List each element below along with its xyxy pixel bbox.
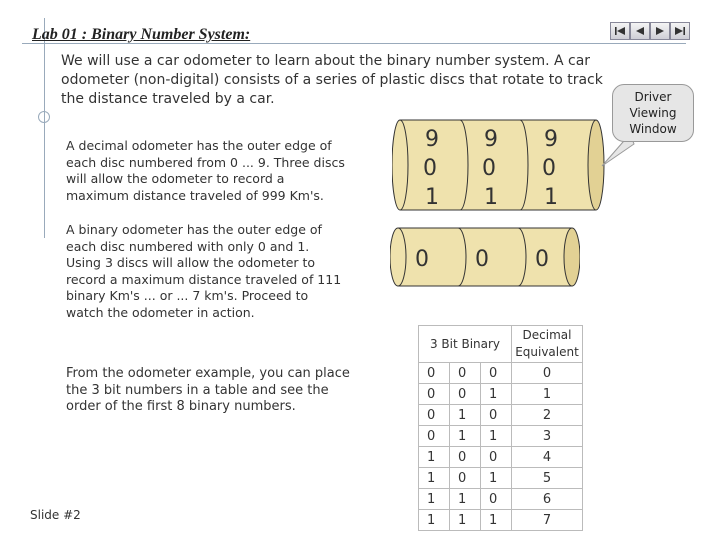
slide-title: Lab 01 : Binary Number System: [32,26,251,43]
decimal-disc1-top: 9 [425,127,439,152]
bit-cell: 1 [481,510,512,531]
table-header-row [419,326,583,363]
bit-cell: 0 [481,489,512,510]
bit-cell: 0 [450,384,481,405]
table-row [419,405,583,426]
next-slide-icon[interactable] [650,22,670,40]
bit-cell: 1 [419,510,450,531]
bit-cell: 1 [450,426,481,447]
binary-table [418,325,583,531]
intro-text: We will use a car odometer to learn about the binary number system. A car odometer (non-digital) consists of a series of plastic discs that rotate to track the distance traveled by a car. [61,53,603,107]
decimal-disc2-middle: 0 [482,156,496,181]
slide-navigation [610,22,690,40]
binary-odometer [390,226,580,288]
table-row [419,384,583,405]
table-row [419,426,583,447]
decimal-cell: 2 [512,405,583,426]
binary-odometer-text: A binary odometer has the outer edge of each disc numbered with only 0 and 1. Using 3 discs will allow the odometer to record a maximum distance traveled of 111 binary Km's ... or ... 7 km's. Proceed to watch the odometer in action. [66,222,342,320]
previous-slide-icon[interactable] [630,22,650,40]
table-row [419,468,583,489]
bit-cell: 0 [450,468,481,489]
header-decimal-line1: Decimal [522,328,572,342]
decimal-cell: 4 [512,447,583,468]
bit-cell: 0 [450,363,481,384]
binary-disc3-digit: 0 [535,247,549,272]
decimal-cell: 7 [512,510,583,531]
table-row [419,447,583,468]
driver-viewing-window-callout: Driver Viewing Window [612,84,694,142]
bit-cell: 0 [481,447,512,468]
decimal-disc3-top: 9 [544,127,558,152]
bit-cell: 0 [481,363,512,384]
first-slide-icon[interactable] [610,22,630,40]
table-intro-text: From the odometer example, you can place the 3 bit numbers in a table and see the order of the first 8 binary numbers. [66,366,350,414]
bit-cell: 1 [481,426,512,447]
bit-cell: 1 [450,510,481,531]
bit-cell: 0 [481,405,512,426]
binary-disc2-digit: 0 [475,247,489,272]
decimal-disc1-bottom: 1 [425,185,439,210]
decimal-odometer [392,118,614,212]
binary-disc1-digit: 0 [415,247,429,272]
bit-cell: 0 [419,384,450,405]
bit-cell: 0 [419,426,450,447]
decimal-cell: 6 [512,489,583,510]
table-row [419,510,583,531]
header-decimal-equivalent [512,326,583,363]
decimal-disc1-middle: 0 [423,156,437,181]
bit-cell: 0 [419,363,450,384]
last-slide-icon[interactable] [670,22,690,40]
header-3-bit-binary: 3 Bit Binary [419,326,512,363]
slide-number: Slide #2 [30,508,81,522]
decimal-cell: 1 [512,384,583,405]
bit-cell: 1 [419,447,450,468]
bit-cell: 1 [481,384,512,405]
decimal-odometer-text: A decimal odometer has the outer edge of each disc numbered from 0 ... 9. Three discs will allow the odometer to record a maximum distance traveled of 999 Km's. [66,138,345,203]
bit-cell: 1 [450,405,481,426]
bit-cell: 1 [419,489,450,510]
bit-cell: 0 [419,405,450,426]
decimal-disc2-top: 9 [484,127,498,152]
decimal-cell: 5 [512,468,583,489]
header-decimal-line2: Equivalent [515,345,579,359]
decimal-disc3-middle: 0 [542,156,556,181]
decor-ring [38,111,50,123]
decimal-disc3-bottom: 1 [544,185,558,210]
table-row [419,489,583,510]
bit-cell: 1 [481,468,512,489]
decor-vertical-rule [44,18,45,238]
decimal-disc2-bottom: 1 [484,185,498,210]
bit-cell: 1 [450,489,481,510]
decimal-cell: 0 [512,363,583,384]
decimal-cell: 3 [512,426,583,447]
table-row [419,363,583,384]
bit-cell: 0 [450,447,481,468]
bit-cell: 1 [419,468,450,489]
